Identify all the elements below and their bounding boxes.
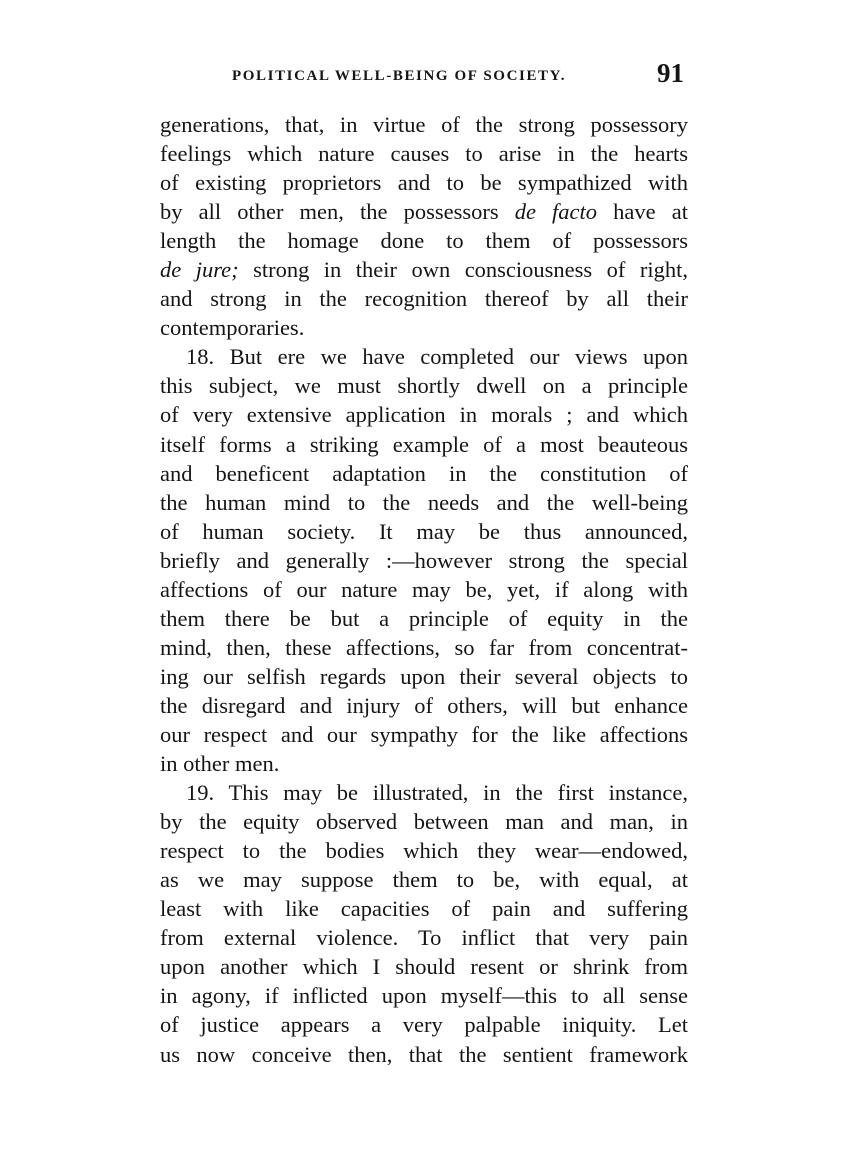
text-line: of existing proprietors and to be sympathized with [160, 170, 688, 196]
text-line: mind, then, these affections, so far from concentrat- [160, 634, 688, 660]
text-line [160, 255, 688, 284]
text-run: have at [597, 199, 688, 225]
text-line: of very extensive application in morals ; and which [160, 402, 688, 428]
running-head: POLITICAL WELL-BEING OF SOCIETY. [232, 68, 567, 84]
paragraph-start-line: 19. This may be illustrated, in the first instance, [186, 780, 688, 806]
text-line: as we may suppose them to be, with equal, at [160, 867, 688, 893]
text-line: least with like capacities of pain and suffering [160, 896, 688, 922]
page-header [160, 58, 688, 94]
text-line: upon another which I should resent or shrink from [160, 954, 688, 980]
text-line: feelings which nature causes to arise in the hearts [160, 141, 688, 167]
text-line: ing our selfish regards upon their several objects to [160, 663, 688, 689]
text-line: respect to the bodies which they wear—endowed, [160, 838, 688, 864]
text-line: the human mind to the needs and the well-being [160, 489, 688, 515]
text-line: affections of our nature may be, yet, if along with [160, 576, 688, 602]
text-line: and strong in the recognition thereof by all their [160, 286, 688, 312]
page-number: 91 [657, 58, 684, 88]
text-line: in agony, if inflicted upon myself—this to all sense [160, 983, 688, 1009]
text-line: from external violence. To inflict that very pain [160, 925, 688, 951]
text-line: and beneficent adaptation in the constitution of [160, 460, 688, 486]
text-run: by all other men, the possessors [160, 199, 515, 225]
text-line: the disregard and injury of others, will but enhance [160, 692, 688, 718]
text-line: contemporaries. [160, 315, 305, 341]
text-line: of justice appears a very palpable iniquity. Let [160, 1012, 688, 1038]
text-line: length the homage done to them of possessors [160, 228, 688, 254]
italic-phrase: de facto [514, 199, 598, 225]
text-line [160, 197, 688, 226]
text-line: our respect and our sympathy for the like affections [160, 721, 688, 747]
text-line: briefly and generally :—however strong the special [160, 547, 688, 573]
paragraph-start-line: 18. But ere we have completed our views upon [186, 344, 688, 370]
text-line: of human society. It may be thus announced, [160, 518, 688, 544]
italic-phrase: de jure; [160, 257, 239, 283]
text-line: us now conceive then, that the sentient framework [160, 1041, 688, 1067]
text-line: this subject, we must shortly dwell on a principle [160, 373, 688, 399]
text-line: in other men. [160, 751, 280, 777]
text-line: itself forms a striking example of a most beauteous [160, 431, 688, 457]
text-line: by the equity observed between man and man, in [160, 809, 688, 835]
text-run: strong in their own consciousness of right, [238, 257, 688, 283]
text-line: generations, that, in virtue of the strong possessory [160, 112, 688, 137]
text-line: them there be but a principle of equity in the [160, 605, 688, 631]
body-text [160, 110, 688, 1069]
